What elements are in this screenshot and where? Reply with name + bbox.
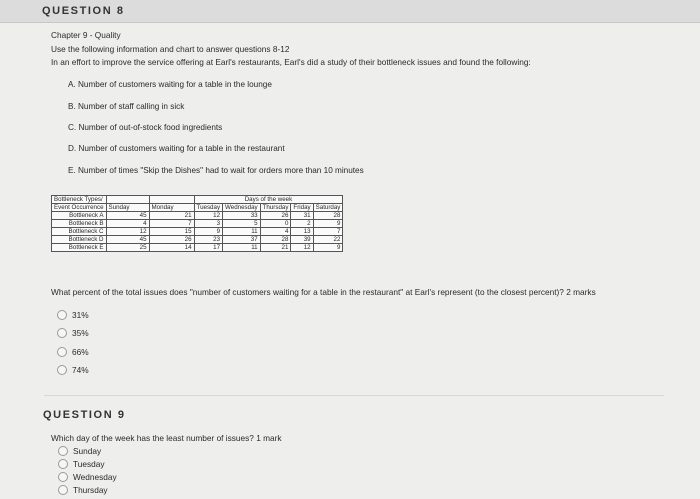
intro-text: In an effort to improve the service offering at Earl's restaurants, Earl's did a study of their bottleneck issues and found the following: bbox=[51, 57, 531, 67]
table-cell: 12 bbox=[106, 228, 149, 236]
table-row bbox=[52, 212, 343, 220]
day-header-friday: Friday bbox=[291, 204, 313, 212]
table-cell: 39 bbox=[291, 236, 313, 244]
question-8-body bbox=[0, 23, 700, 499]
q9-option-4-label[interactable]: Thursday bbox=[73, 485, 108, 495]
q9-option-2-radio[interactable] bbox=[58, 459, 68, 469]
bottleneck-item-a: A. Number of customers waiting for a table in the lounge bbox=[68, 80, 272, 89]
question-8-prompt: What percent of the total issues does "number of customers waiting for a table in the restaurant" at Earl's represent (to the closest percent)? 2 marks bbox=[51, 287, 596, 297]
row-label: Bottleneck A bbox=[52, 212, 107, 220]
q8-option-2-radio[interactable] bbox=[57, 328, 67, 338]
bottleneck-item-e: E. Number of times "Skip the Dishes" had to wait for orders more than 10 minutes bbox=[68, 166, 364, 175]
table-cell: 21 bbox=[260, 244, 291, 252]
table-cell: 5 bbox=[223, 220, 261, 228]
table-cell: 31 bbox=[291, 212, 313, 220]
bottleneck-item-b: B. Number of staff calling in sick bbox=[68, 102, 185, 111]
day-header-wednesday: Wednesday bbox=[223, 204, 261, 212]
table-cell: 9 bbox=[313, 244, 343, 252]
table-cell: 25 bbox=[106, 244, 149, 252]
table-cell: 0 bbox=[260, 220, 291, 228]
table-cell: 26 bbox=[149, 236, 194, 244]
table-day-row bbox=[52, 204, 343, 212]
day-header-sunday: Sunday bbox=[106, 204, 149, 212]
days-group-header: Days of the week bbox=[194, 196, 343, 204]
table-cell: 3 bbox=[194, 220, 223, 228]
q9-option-1-radio[interactable] bbox=[58, 446, 68, 456]
table-row bbox=[52, 220, 343, 228]
q9-option-3-label[interactable]: Wednesday bbox=[73, 472, 117, 482]
table-cell: 26 bbox=[260, 212, 291, 220]
question-8-title: QUESTION 8 bbox=[42, 5, 125, 17]
table-cell: 7 bbox=[149, 220, 194, 228]
table-cell: 22 bbox=[313, 236, 343, 244]
table-cell: 7 bbox=[313, 228, 343, 236]
bottleneck-item-c: C. Number of out-of-stock food ingredients bbox=[68, 123, 223, 132]
table-cell: 28 bbox=[313, 212, 343, 220]
table-cell: 45 bbox=[106, 236, 149, 244]
q8-option-4-radio[interactable] bbox=[57, 365, 67, 375]
table-cell: 4 bbox=[106, 220, 149, 228]
row-label: Bottleneck D bbox=[52, 236, 107, 244]
table-header-row bbox=[52, 196, 343, 204]
q9-option-3-radio[interactable] bbox=[58, 472, 68, 482]
table-cell: 21 bbox=[149, 212, 194, 220]
table-row bbox=[52, 236, 343, 244]
table-cell: 33 bbox=[223, 212, 261, 220]
chapter-label: Chapter 9 - Quality bbox=[51, 30, 121, 40]
table-cell: 2 bbox=[291, 220, 313, 228]
q8-option-1-label[interactable]: 31% bbox=[72, 310, 89, 320]
table-row bbox=[52, 228, 343, 236]
table-cell: 12 bbox=[291, 244, 313, 252]
table-cell: 4 bbox=[260, 228, 291, 236]
table-row bbox=[52, 244, 343, 252]
table-corner-header: Bottleneck Types/ bbox=[52, 196, 107, 204]
row-label: Bottleneck B bbox=[52, 220, 107, 228]
table-cell: 9 bbox=[194, 228, 223, 236]
day-header-thursday: Thursday bbox=[260, 204, 291, 212]
table-cell: 15 bbox=[149, 228, 194, 236]
row-label: Bottleneck E bbox=[52, 244, 107, 252]
table-cell: 9 bbox=[313, 220, 343, 228]
q8-option-4-label[interactable]: 74% bbox=[72, 365, 89, 375]
table-cell: 11 bbox=[223, 244, 261, 252]
day-header-saturday: Saturday bbox=[313, 204, 343, 212]
row-label: Bottleneck C bbox=[52, 228, 107, 236]
q9-option-2-label[interactable]: Tuesday bbox=[73, 459, 105, 469]
question-9-title: QUESTION 9 bbox=[43, 409, 126, 421]
question-9-prompt: Which day of the week has the least number of issues? 1 mark bbox=[51, 433, 282, 443]
table-cell: 12 bbox=[194, 212, 223, 220]
table-cell: 17 bbox=[194, 244, 223, 252]
instruction-text: Use the following information and chart to answer questions 8-12 bbox=[51, 44, 290, 54]
bottleneck-table bbox=[51, 195, 343, 252]
q8-option-1-radio[interactable] bbox=[57, 310, 67, 320]
q9-option-1-label[interactable]: Sunday bbox=[73, 446, 102, 456]
q8-option-3-label[interactable]: 66% bbox=[72, 347, 89, 357]
table-cell: 14 bbox=[149, 244, 194, 252]
table-corner-subheader: Event Occurrence bbox=[52, 204, 107, 212]
q8-option-2-label[interactable]: 35% bbox=[72, 328, 89, 338]
table-cell: 11 bbox=[223, 228, 261, 236]
table-cell: 45 bbox=[106, 212, 149, 220]
table-cell: 37 bbox=[223, 236, 261, 244]
table-cell: 23 bbox=[194, 236, 223, 244]
day-header-monday: Monday bbox=[149, 204, 194, 212]
question-divider bbox=[44, 395, 664, 396]
day-header-tuesday: Tuesday bbox=[194, 204, 223, 212]
q8-option-3-radio[interactable] bbox=[57, 347, 67, 357]
bottleneck-item-d: D. Number of customers waiting for a table in the restaurant bbox=[68, 144, 285, 153]
table-cell: 28 bbox=[260, 236, 291, 244]
table-cell: 13 bbox=[291, 228, 313, 236]
q9-option-4-radio[interactable] bbox=[58, 485, 68, 495]
